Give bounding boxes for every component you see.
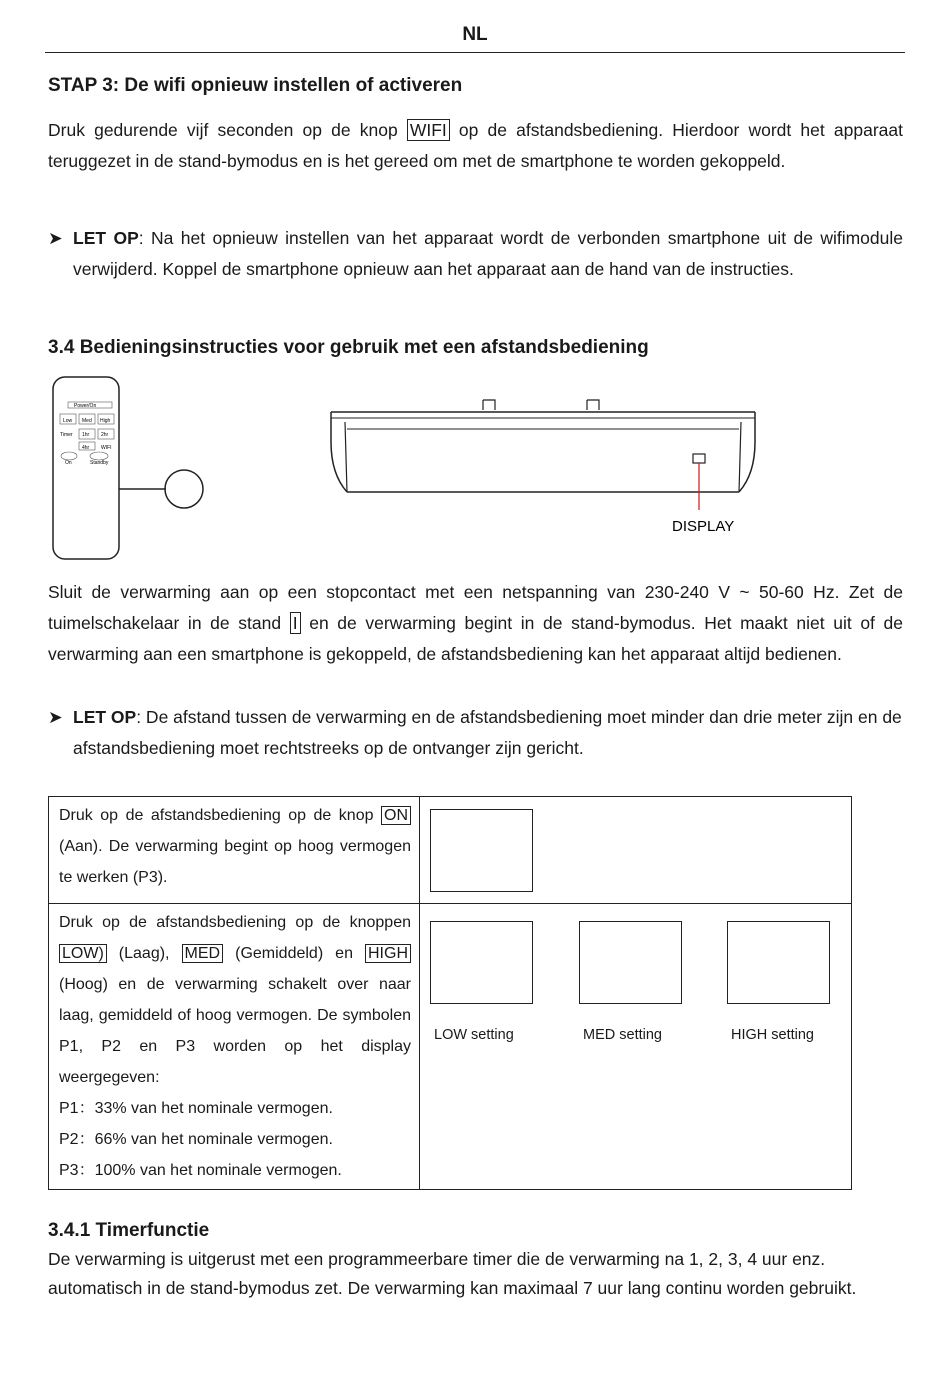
svg-text:Low: Low [63,418,73,424]
high-key-label: HIGH [365,944,411,963]
p2-line: P2：66% van het nominale vermogen. [59,1131,333,1148]
svg-text:Med: Med [82,418,92,424]
wifi-key-label: WIFI [407,119,450,141]
svg-text:1hr: 1hr [82,432,90,438]
timer-heading: 3.4.1 Timerfunctie [48,1220,210,1241]
note-label: LET OP [73,707,137,727]
row1-text: Druk op de afstandsbediening op de knop ON (Aan). De verwarming begint op hoog vermogen te werken (P3). [49,797,420,904]
svg-text:High: High [100,418,111,424]
high-setting-caption: HIGH setting [731,1027,814,1043]
display-box-low [430,921,533,1004]
display-label: DISPLAY [672,518,735,535]
low-setting-caption: LOW setting [434,1027,514,1043]
med-key-label: MED [182,944,224,963]
step3-heading: STAP 3: De wifi opnieuw instellen of activeren [48,75,463,96]
timer-paragraph: De verwarming is uitgerust met een programmeerbare timer die de verwarming na 1, 2, 3, 4 uur enz. automatisch in de stand-bymodus zet. De verwarming kan maximaal 7 uur lang continu worden gebruikt. [48,1249,857,1298]
instruction-table [48,796,852,1190]
arrow-bullet-icon: ➤ [48,707,63,727]
row2-display-cell [420,904,852,1190]
step3-paragraph: Druk gedurende vijf seconden op de knop WIFI op de afstandsbediening. Hierdoor wordt het apparaat teruggezet in de stand-bymodus en is het gereed om met de smartphone te worden gekoppeld. [48,120,903,171]
svg-text:On: On [65,460,72,466]
switch-symbol: I [290,612,301,634]
svg-text:Timer: Timer [60,432,73,438]
p3-line: P3：100% van het nominale vermogen. [59,1162,342,1179]
remote-control-illustration [50,374,210,564]
p1-line: P1：33% van het nominale vermogen. [59,1100,333,1117]
low-key-label: LOW) [59,944,107,963]
display-box-med [579,921,682,1004]
step3-note: ➤ LET OP: Na het opnieuw instellen van het apparaat wordt de verbonden smartphone uit de wifimodule verwijderd. Koppel de smartphone opnieuw aan het apparaat aan de hand van de instructies. [48,223,903,285]
svg-text:2hr: 2hr [101,432,109,438]
display-box-high [727,921,830,1004]
svg-text:4hr: 4hr [82,445,90,451]
svg-text:Standby: Standby [90,460,109,466]
svg-text:WIFI: WIFI [101,445,112,451]
svg-text:Power/On: Power/On [74,403,97,409]
heater-illustration [325,396,765,546]
row2-text: Druk op de afstandsbediening op de knoppen LOW) (Laag), MED (Gemiddeld) en HIGH (Hoog) en de verwarming schakelt over naar laag, gemiddeld of hoog vermogen. De symbolen P1, P2 en P3 worden op het display weergegeven: P1：33% van het nominale vermogen. P2：66% van het nominale vermogen. P3：100% van het nominale vermogen. [49,904,420,1190]
distance-note: ➤ LET OP: De afstand tussen de verwarming en de afstandsbediening moet minder dan drie meter zijn en de afstandsbediening moet rechtstreeks op de ontvanger zijn gericht. [48,702,903,764]
note-label: LET OP [73,228,139,248]
med-setting-caption: MED setting [583,1027,662,1043]
table-row [49,904,852,1190]
header-rule [45,52,905,53]
connect-paragraph: Sluit de verwarming aan op een stopcontact met een netspanning van 230-240 V ~ 50-60 Hz. Zet de tuimelschakelaar in de stand I en de verwarming begint in de stand-bymodus. Het maakt niet uit of de verwarming aan een smartphone is gekoppeld, de afstandsbediening kan het apparaat altijd bedienen. [48,582,904,664]
section-3-4-heading: 3.4 Bedieningsinstructies voor gebruik met een afstandsbediening [48,337,649,358]
row1-display-cell [420,797,852,904]
table-row [49,797,852,904]
page-header-language: NL [462,24,488,45]
arrow-bullet-icon: ➤ [48,228,63,248]
on-key-label: ON [381,806,411,825]
display-box-on [430,809,533,892]
